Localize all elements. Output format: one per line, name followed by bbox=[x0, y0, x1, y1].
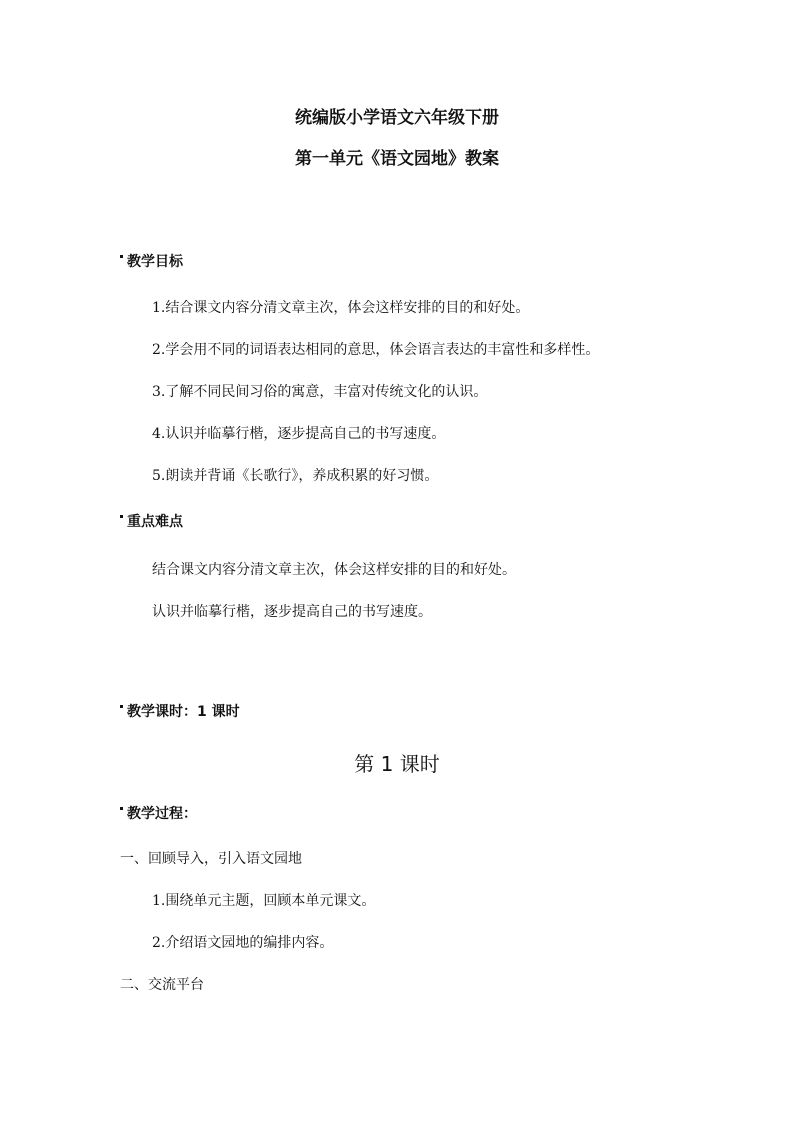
section-heading-text: 重点难点 bbox=[127, 514, 183, 530]
document-title: 统编版小学语文六年级下册 bbox=[295, 108, 499, 128]
document-subtitle: 第一单元《语文园地》教案 bbox=[295, 149, 499, 169]
process-part-title: 一、回顾导入，引入语文园地 bbox=[120, 851, 302, 867]
section-heading-class-hours bbox=[120, 704, 240, 721]
bullet-icon bbox=[120, 515, 123, 518]
section-heading-text: 教学课时：1 课时 bbox=[127, 704, 240, 720]
section-heading-text: 教学过程： bbox=[127, 806, 197, 822]
objective-item: 2.学会用不同的词语表达相同的意思，体会语言表达的丰富性和多样性。 bbox=[152, 342, 600, 358]
bullet-icon bbox=[120, 807, 123, 810]
section-heading-key-points bbox=[120, 514, 183, 531]
bullet-icon bbox=[120, 705, 123, 708]
lesson-title: 第 1 课时 bbox=[354, 752, 440, 776]
section-heading-objectives bbox=[120, 254, 183, 271]
key-point-item: 结合课文内容分清文章主次，体会这样安排的目的和好处。 bbox=[152, 562, 516, 578]
process-part-title: 二、交流平台 bbox=[120, 977, 204, 993]
key-point-item: 认识并临摹行楷，逐步提高自己的书写速度。 bbox=[152, 604, 432, 620]
objective-item: 4.认识并临摹行楷，逐步提高自己的书写速度。 bbox=[152, 426, 446, 442]
objective-item: 3.了解不同民间习俗的寓意，丰富对传统文化的认识。 bbox=[152, 384, 488, 400]
objective-item: 5.朗读并背诵《长歌行》，养成积累的好习惯。 bbox=[152, 468, 439, 484]
section-heading-text: 教学目标 bbox=[127, 254, 183, 270]
bullet-icon bbox=[120, 255, 123, 258]
objective-item: 1.结合课文内容分清文章主次，体会这样安排的目的和好处。 bbox=[152, 300, 530, 316]
process-item: 1.围绕单元主题，回顾本单元课文。 bbox=[152, 893, 376, 909]
section-heading-process bbox=[120, 806, 197, 823]
process-item: 2.介绍语文园地的编排内容。 bbox=[152, 935, 334, 951]
